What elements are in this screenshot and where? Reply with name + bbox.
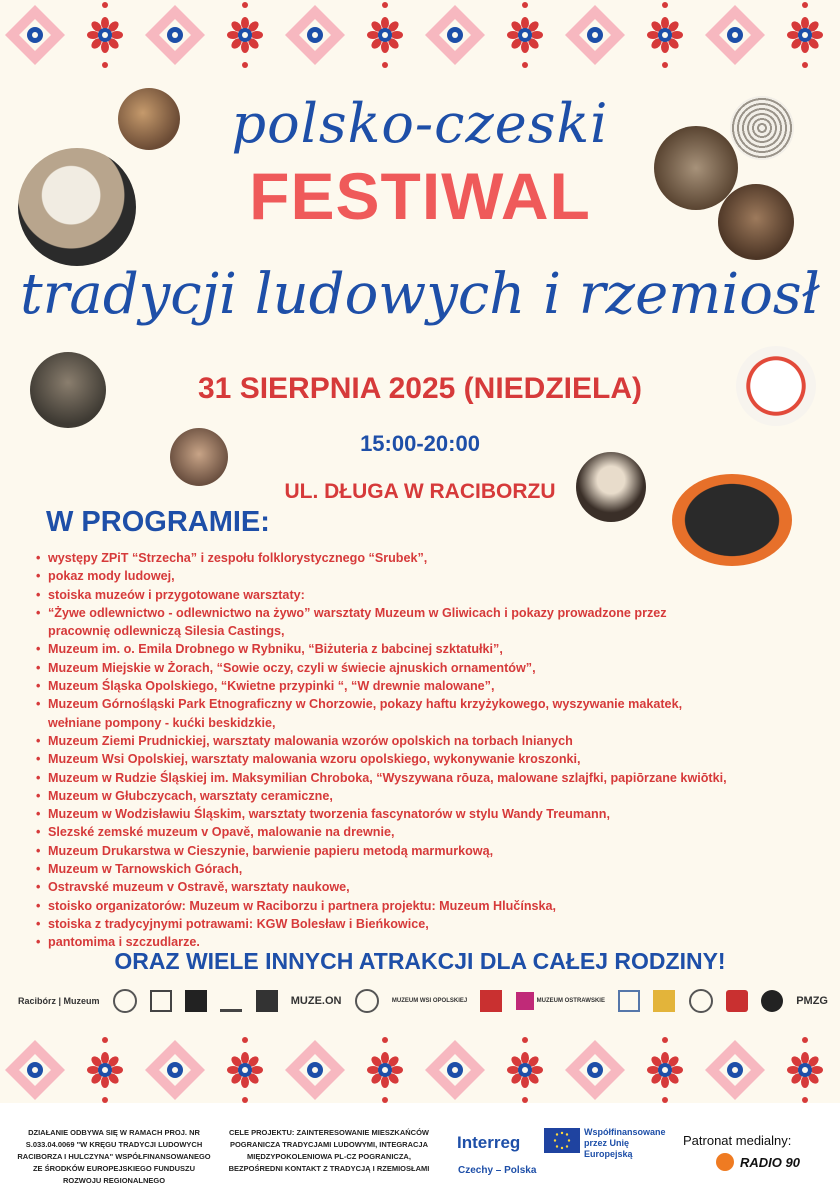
folk-flower-icon xyxy=(787,2,823,68)
closing-line: ORAZ WIELE INNYCH ATRAKCJI DLA CAŁEJ RODZINY! xyxy=(114,948,726,974)
folk-flower-icon xyxy=(507,1037,543,1103)
folk-flower-icon xyxy=(87,1037,123,1103)
logo-round-seal-icon xyxy=(355,989,379,1013)
logo-seal-icon xyxy=(113,989,137,1013)
logo-red-emblem-icon xyxy=(726,990,748,1012)
folk-flower-icon xyxy=(87,2,123,68)
logo-raciborz-muzeum: Racibórz | Muzeum xyxy=(18,996,100,1006)
folk-diamond-icon xyxy=(145,5,205,65)
logo-crest-icon xyxy=(618,990,640,1012)
program-item: • występy ZPiT “Strzecha” i zespołu folklorystycznego “Srubek”, xyxy=(34,549,834,567)
folk-diamond-icon xyxy=(5,1040,65,1100)
folk-flower-icon xyxy=(787,1037,823,1103)
program-item: • “Żywe odlewnictwo - odlewnictwo na żywo” warsztaty Muzeum w Gliwicach i pokazy prowadzone przez xyxy=(34,604,834,622)
program-item: • Muzeum Miejskie w Żorach, “Sowie oczy, czyli w świecie ajnuskich ornamentów”, xyxy=(34,659,834,677)
logo-coat-of-arms-icon xyxy=(653,990,675,1012)
folk-diamond-icon xyxy=(565,5,625,65)
program-item: • Ostravské muzeum v Ostravě, warsztaty naukowe, xyxy=(34,878,834,896)
program-item-continued: wełniane pompony - kućki beskidzkie, xyxy=(48,715,276,730)
footer-project-goals: CELE PROJEKTU: ZAINTERESOWANIE MIESZKAŃCÓW POGRANICZA TRADYCJAMI LUDOWYMI, INTEGRACJA MIĘDZYPOKOLENIOWA PL-CZ POGRANICZA, BEZPOŚREDNI KONTAKT Z TRADYCJĄ I RZEMIOSŁAMI xyxy=(228,1128,430,1173)
interreg-logo: Interreg xyxy=(457,1133,521,1152)
folk-diamond-icon xyxy=(705,1040,765,1100)
interreg-subtitle: Czechy – Polska xyxy=(458,1165,537,1176)
eu-flag-icon xyxy=(544,1128,580,1153)
title-festiwal: FESTIWAL xyxy=(249,159,591,233)
event-place: UL. DŁUGA W RACIBORZU xyxy=(284,480,556,503)
program-item: • Muzeum Ziemi Prudnickiej, warsztaty malowania wzorów opolskich na torbach lnianych xyxy=(34,732,834,750)
logo-park-icon xyxy=(220,990,242,1012)
program-item: • Slezské zemské muzeum v Opavě, malowanie na drewnie, xyxy=(34,823,834,841)
logo-ostravske-muzeum xyxy=(516,992,605,1010)
folk-diamond-icon xyxy=(5,5,65,65)
logo-ostravske-label: MUZEUM OSTRAWSKIE xyxy=(536,998,605,1004)
folk-flower-icon xyxy=(227,2,263,68)
program-item: • stoiska z tradycyjnymi potrawami: KGW Bolesław i Bieńkowice, xyxy=(34,915,834,933)
bottom-folk-pattern xyxy=(0,1035,840,1105)
logo-pmzg: PMZG xyxy=(796,995,828,1007)
program-list xyxy=(34,549,834,952)
folk-flower-icon xyxy=(367,1037,403,1103)
logo-muzeum-wsi-opolskiej: MUZEUM WSI OPOLSKIEJ xyxy=(391,998,468,1004)
program-item: • Muzeum w Wodzisławiu Śląskim, warsztaty tworzenia fascynatorów w stylu Wandy Treumann, xyxy=(34,805,834,823)
footer-project-info: DZIAŁANIE ODBYWA SIĘ W RAMACH PROJ. NR S.033.04.0069 "W KRĘGU TRADYCJI LUDOWYCH RACIBORZA I HULCZYNA" WSPÓŁFINANSOWANEGO ZE ŚRODKÓW EUROPEJSKIEGO FUNDUSZU ROZWOJU REGIONALNEGO xyxy=(17,1128,211,1185)
logo-red-church-icon xyxy=(480,990,502,1012)
folk-diamond-icon xyxy=(285,5,345,65)
program-item: • Muzeum Górnośląski Park Etnograficzny w Chorzowie, pokazy haftu krzyżykowego, wyszywanie makatek, xyxy=(34,695,834,713)
title-line-1: polsko-czeski xyxy=(231,92,609,155)
folk-diamond-icon xyxy=(425,5,485,65)
folk-flower-icon xyxy=(367,2,403,68)
program-item-continued: pracownię odlewniczą Silesia Castings, xyxy=(48,624,285,639)
program-heading: W PROGRAMIE: xyxy=(46,506,270,538)
folk-diamond-icon xyxy=(145,1040,205,1100)
program-item: • Muzeum w Głubczycach, warsztaty ceramiczne, xyxy=(34,787,834,805)
program-item: • Muzeum w Tarnowskich Górach, xyxy=(34,860,834,878)
program-item: • pokaz mody ludowej, xyxy=(34,567,834,585)
program-item: • pantomima i szczudlarze. xyxy=(34,933,834,951)
eu-cofinanced-text: Współfinansowane przez Unię Europejską xyxy=(584,1127,666,1159)
folk-flower-icon xyxy=(227,1037,263,1103)
logo-museum-mark-icon xyxy=(150,990,172,1012)
folk-flower-icon xyxy=(507,2,543,68)
top-folk-pattern xyxy=(0,0,840,70)
folk-flower-icon xyxy=(647,2,683,68)
program-item: • Muzeum w Rudzie Śląskiej im. Maksymilian Chroboka, “Wyszywana rōuza, malowane szlajfki, papiōrzane kwiōtki, xyxy=(34,769,834,787)
logo-round-emblem-icon xyxy=(689,989,713,1013)
folk-diamond-icon xyxy=(705,5,765,65)
program-item: • Muzeum im. o. Emila Drobnego w Rybniku, “Biżuteria z babcinej szktatułki”, xyxy=(34,640,834,658)
program-item: • stoiska muzeów i przygotowane warsztaty: xyxy=(34,586,834,604)
title-line-3: tradycji ludowych i rzemiosł xyxy=(20,262,820,327)
logo-om-icon xyxy=(516,992,534,1010)
logo-muze-on: MUZE.ON xyxy=(290,995,342,1007)
folk-diamond-icon xyxy=(285,1040,345,1100)
program-item: • Muzeum Śląska Opolskiego, “Kwietne przypinki “, “W drewnie malowane”, xyxy=(34,677,834,695)
folk-diamond-icon xyxy=(425,1040,485,1100)
folk-diamond-icon xyxy=(565,1040,625,1100)
partner-logos xyxy=(18,983,828,1019)
event-time: 15:00-20:00 xyxy=(360,431,480,456)
logo-eagle-icon xyxy=(761,990,783,1012)
program-item: • stoisko organizatorów: Muzeum w Raciborzu i partnera projektu: Muzeum Hlučínska, xyxy=(34,897,834,915)
event-date: 31 SIERPNIA 2025 (NIEDZIELA) xyxy=(197,372,642,405)
logo-black-mark-icon xyxy=(185,990,207,1012)
program-item: • Muzeum Wsi Opolskiej, warsztaty malowania wzoru opolskiego, wykonywanie kroszonki, xyxy=(34,750,834,768)
logo-museum-icon xyxy=(256,990,278,1012)
footer xyxy=(0,1103,840,1200)
radio-mark-icon xyxy=(716,1153,734,1171)
folk-flower-icon xyxy=(647,1037,683,1103)
program-item: • Muzeum Drukarstwa w Cieszynie, barwienie papieru metodą marmurkową, xyxy=(34,842,834,860)
media-patron-label: Patronat medialny: xyxy=(683,1133,792,1148)
radio-90-logo: RADIO 90 xyxy=(740,1155,800,1170)
